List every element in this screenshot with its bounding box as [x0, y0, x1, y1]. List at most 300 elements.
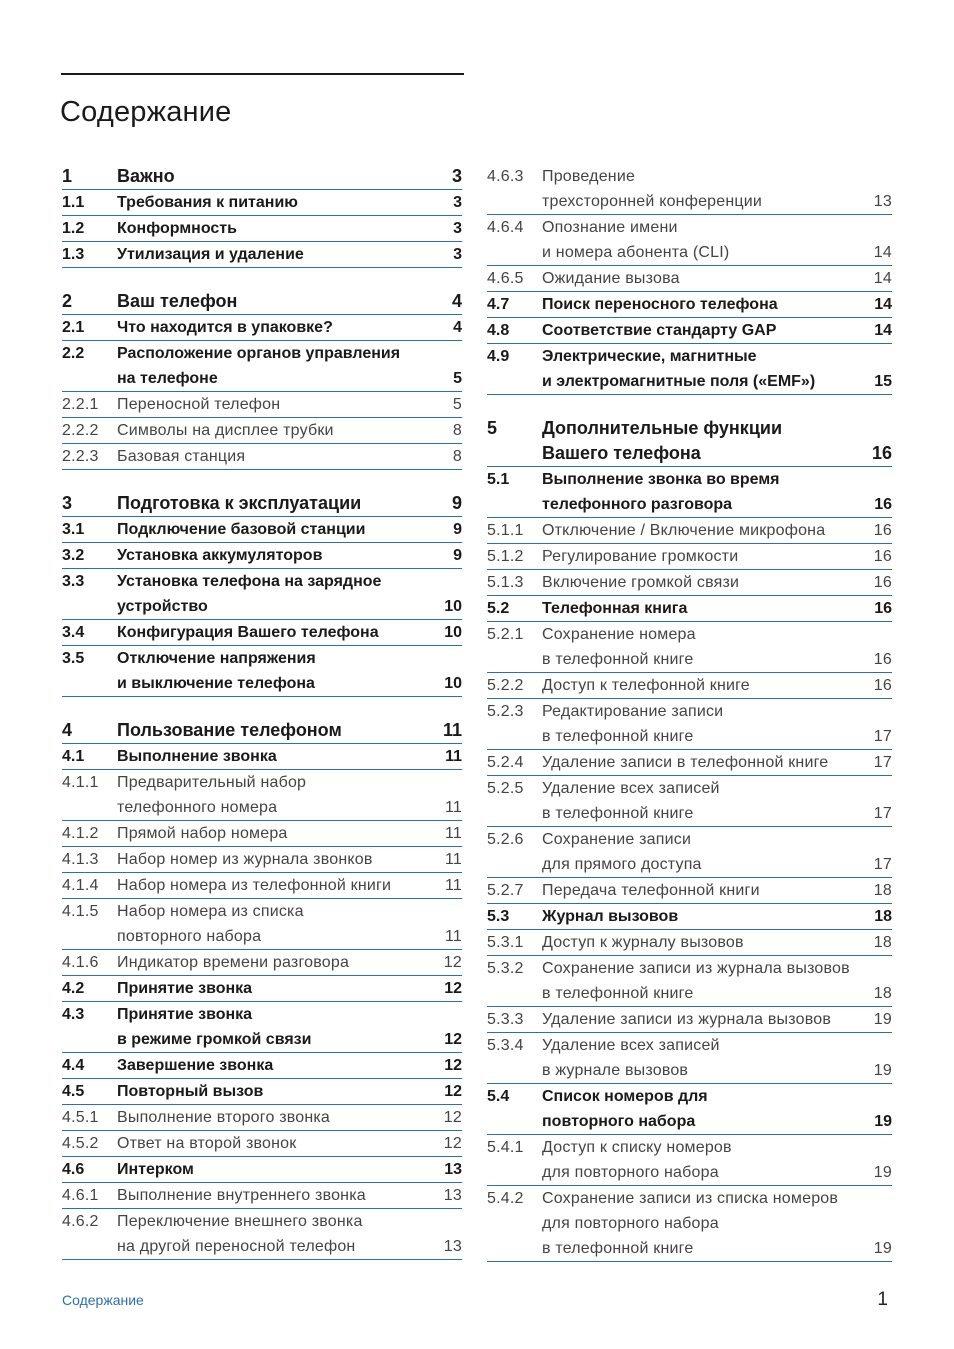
toc-entry-page: 14	[873, 244, 892, 261]
toc-line	[487, 596, 892, 621]
toc-entry-title: для прямого доступа	[542, 856, 702, 873]
toc-entry-title: Ответ на второй звонок	[117, 1135, 297, 1152]
toc-entry[interactable]	[62, 444, 462, 470]
toc-entry-page	[862, 467, 892, 492]
toc-line	[487, 776, 892, 801]
toc-line	[62, 847, 462, 872]
toc-line	[487, 801, 892, 826]
toc-entry[interactable]	[487, 776, 892, 827]
toc-entry-number: 4.5	[62, 1083, 85, 1100]
toc-entry[interactable]	[487, 699, 892, 750]
toc-entry-page: 19	[874, 1113, 892, 1130]
toc-entry-page: 11	[444, 851, 462, 868]
toc-entry-page: 9	[453, 547, 462, 564]
toc-entry-title: Переключение внешнего звонка	[117, 1213, 363, 1230]
toc-entry-title: Журнал вызовов	[542, 908, 679, 925]
toc-entry-number: 4.8	[487, 322, 510, 339]
toc-entry-page	[862, 622, 892, 647]
toc-entry-page	[862, 164, 892, 189]
toc-entry-page	[432, 1209, 462, 1234]
toc-entry-page	[862, 1135, 892, 1160]
toc-entry-page: 16	[874, 600, 892, 617]
toc-line	[62, 366, 462, 391]
toc-entry-page: 4	[451, 291, 462, 311]
toc-entry-page: 19	[873, 1240, 892, 1257]
toc-entry-title: Ожидание вызова	[542, 270, 680, 287]
toc-entry[interactable]	[487, 1033, 892, 1084]
toc-line	[487, 956, 892, 981]
toc-column-right	[487, 164, 892, 1262]
toc-entry-title: Базовая станция	[117, 448, 246, 465]
toc-entry[interactable]	[62, 190, 462, 216]
toc-entry-page: 16	[873, 677, 892, 694]
toc-entry-title: Сохранение номера	[542, 626, 696, 643]
toc-entry-number	[487, 647, 542, 672]
toc-line	[62, 1105, 462, 1130]
toc-entry-title: телефонного номера	[117, 799, 278, 816]
toc-entry[interactable]	[62, 744, 462, 770]
toc-entry-title: повторного набора	[542, 1113, 696, 1130]
toc-line	[62, 491, 462, 516]
toc-entry-title: Переносной телефон	[117, 396, 281, 413]
toc-line	[487, 467, 892, 492]
toc-entry-title: Соответствие стандарту GAP	[542, 322, 777, 339]
toc-entry-page	[862, 956, 892, 981]
toc-entry-page: 18	[874, 908, 892, 925]
toc-line	[487, 1007, 892, 1032]
toc-entry-page: 12	[444, 980, 462, 997]
toc-entry-page	[432, 770, 462, 795]
toc-entry-number: 2.2.3	[62, 448, 99, 465]
toc-entry-number: 4.7	[487, 296, 510, 313]
toc-entry-title: Индикатор времени разговора	[117, 954, 350, 971]
toc-line	[487, 673, 892, 698]
toc-entry[interactable]	[487, 215, 892, 266]
toc-entry-title: для повторного набора	[542, 1164, 719, 1181]
toc-entry-page: 3	[453, 246, 462, 263]
toc-entry-number	[487, 801, 542, 826]
toc-entry-title: Набор номера из списка	[117, 903, 304, 920]
toc-entry-title: Выполнение звонка во время	[542, 471, 780, 488]
toc-entry[interactable]	[62, 847, 462, 873]
toc-entry-title: Редактирование записи	[542, 703, 724, 720]
toc-entry-page: 9	[453, 521, 462, 538]
toc-entry[interactable]	[487, 1084, 892, 1135]
toc-entry-title: Доступ к журналу вызовов	[542, 934, 744, 951]
toc-entry-page: 16	[873, 574, 892, 591]
toc-line	[62, 289, 462, 314]
toc-entry-number: 4.6	[62, 1161, 85, 1178]
toc-line	[62, 1053, 462, 1078]
toc-entry-title: Конфигурация Вашего телефона	[117, 624, 379, 641]
toc-entry-number: 5.1.2	[487, 548, 524, 565]
toc-entry-page: 13	[443, 1238, 462, 1255]
toc-entry[interactable]	[62, 646, 462, 697]
toc-line	[487, 1058, 892, 1083]
toc-entry-number: 3.3	[62, 573, 85, 590]
toc-entry[interactable]	[62, 1079, 462, 1105]
toc-entry-number	[62, 671, 117, 696]
toc-line	[62, 216, 462, 241]
toc-entry[interactable]	[487, 904, 892, 930]
toc-entry-page	[432, 341, 462, 366]
toc-entry-title: телефонного разговора	[542, 496, 733, 513]
toc-entry[interactable]	[62, 1105, 462, 1131]
toc-line	[62, 1027, 462, 1052]
toc-line	[487, 1109, 892, 1134]
toc-entry[interactable]	[487, 164, 892, 215]
toc-entry-number: 4.1.5	[62, 903, 99, 920]
toc-entry-title: Прямой набор номера	[117, 825, 288, 842]
toc-entry-number: 5.3	[487, 908, 510, 925]
toc-entry-title: в телефонной книге	[542, 651, 694, 668]
toc-entry-number	[487, 369, 542, 394]
toc-entry-page	[432, 899, 462, 924]
toc-line	[62, 1079, 462, 1104]
toc-entry-number: 4.6.4	[487, 219, 524, 236]
toc-entry-page	[862, 699, 892, 724]
toc-entry-number	[62, 924, 117, 949]
toc-entry-page: 14	[874, 322, 892, 339]
toc-entry[interactable]	[62, 543, 462, 569]
toc-entry-page: 11	[442, 720, 462, 740]
toc-entry-number: 5.2.2	[487, 677, 524, 694]
toc-entry-page: 9	[451, 493, 462, 513]
toc-entry[interactable]	[62, 1002, 462, 1053]
toc-entry-page: 14	[874, 296, 892, 313]
toc-entry-number: 1.1	[62, 194, 85, 211]
toc-entry[interactable]	[62, 491, 462, 517]
toc-line	[62, 1131, 462, 1156]
toc-line	[62, 594, 462, 619]
toc-entry[interactable]	[487, 292, 892, 318]
toc-entry-page	[432, 1002, 462, 1027]
toc-entry[interactable]	[62, 1131, 462, 1157]
toc-entry[interactable]	[487, 1007, 892, 1033]
toc-entry-title: Повторный вызов	[117, 1083, 264, 1100]
toc-line	[62, 315, 462, 340]
toc-entry-title: Выполнение внутреннего звонка	[117, 1187, 366, 1204]
toc-entry-title: Дополнительные функции	[542, 418, 783, 438]
toc-entry-number: 1.2	[62, 220, 85, 237]
toc-entry-page: 4	[453, 319, 462, 336]
toc-entry-title: Выполнение звонка	[117, 748, 277, 765]
toc-entry-number: 4.2	[62, 980, 85, 997]
toc-entry-page: 5	[453, 370, 462, 387]
toc-line	[487, 441, 892, 466]
toc-entry-number: 4	[62, 720, 73, 740]
toc-entry-page: 18	[873, 985, 892, 1002]
toc-entry-page	[862, 1211, 892, 1236]
toc-entry-title: Ваш телефон	[117, 291, 238, 311]
toc-entry-number: 4.6.2	[62, 1213, 99, 1230]
toc-entry-number: 5	[487, 418, 498, 438]
toc-entry-title: в режиме громкой связи	[117, 1031, 312, 1048]
toc-entry-page: 12	[443, 1109, 462, 1126]
toc-entry-page: 18	[873, 934, 892, 951]
toc-entry-number: 5.2.3	[487, 703, 524, 720]
toc-line	[62, 873, 462, 898]
toc-line	[62, 517, 462, 542]
toc-entry-number	[487, 1236, 542, 1261]
toc-line	[487, 544, 892, 569]
toc-entry-page: 16	[873, 522, 892, 539]
toc-entry-number: 3.4	[62, 624, 85, 641]
toc-entry-number: 5.1.1	[487, 522, 524, 539]
toc-entry[interactable]	[62, 569, 462, 620]
toc-entry[interactable]	[62, 341, 462, 392]
toc-line	[62, 821, 462, 846]
toc-entry-number: 3.5	[62, 650, 85, 667]
toc-entry-page: 16	[873, 548, 892, 565]
toc-entry-page: 17	[873, 856, 892, 873]
toc-entry-page: 13	[873, 193, 892, 210]
toc-entry-title: и электромагнитные поля («EMF»)	[542, 373, 816, 390]
toc-entry-title: устройство	[117, 598, 208, 615]
toc-entry-title: Что находится в упаковке?	[117, 319, 333, 336]
toc-line	[487, 1160, 892, 1185]
toc-entry[interactable]	[487, 467, 892, 518]
toc-line	[62, 924, 462, 949]
toc-line	[62, 899, 462, 924]
toc-entry[interactable]	[62, 1053, 462, 1079]
toc-entry[interactable]	[62, 950, 462, 976]
toc-line	[487, 930, 892, 955]
toc-entry-title: Электрические, магнитные	[542, 348, 757, 365]
toc-entry-page: 10	[444, 624, 462, 641]
toc-entry-title: Удаление всех записей	[542, 780, 720, 797]
toc-entry[interactable]	[487, 518, 892, 544]
toc-entry-page: 12	[443, 954, 462, 971]
toc-entry-number	[62, 366, 117, 391]
toc-entry-title: Пользование телефоном	[117, 720, 342, 740]
toc-entry-title: в телефонной книге	[542, 985, 694, 1002]
toc-entry[interactable]	[62, 873, 462, 899]
toc-entry[interactable]	[487, 878, 892, 904]
section-gap	[487, 395, 892, 416]
toc-entry-page: 19	[873, 1164, 892, 1181]
toc-entry-page: 16	[873, 651, 892, 668]
toc-line	[62, 190, 462, 215]
toc-line	[62, 1157, 462, 1182]
toc-entry-page: 19	[873, 1011, 892, 1028]
toc-line	[62, 744, 462, 769]
toc-entry-page	[862, 1186, 892, 1211]
toc-entry-title: Включение громкой связи	[542, 574, 740, 591]
toc-entry-title: Опознание имени	[542, 219, 678, 236]
toc-entry-number	[487, 240, 542, 265]
toc-entry-number	[487, 981, 542, 1006]
toc-entry-page: 17	[873, 754, 892, 771]
toc-entry[interactable]	[487, 956, 892, 1007]
page-title: Содержание	[60, 96, 232, 128]
toc-entry-title: Интерком	[117, 1161, 194, 1178]
toc-entry[interactable]	[487, 596, 892, 622]
toc-entry[interactable]	[487, 416, 892, 467]
toc-line	[487, 750, 892, 775]
toc-entry-number	[487, 1058, 542, 1083]
toc-entry-page: 13	[444, 1161, 462, 1178]
toc-entry-title: в телефонной книге	[542, 728, 694, 745]
toc-entry-title: Доступ к телефонной книге	[542, 677, 750, 694]
toc-entry[interactable]	[487, 1135, 892, 1186]
toc-entry[interactable]	[487, 750, 892, 776]
toc-entry-page: 17	[873, 805, 892, 822]
toc-line	[62, 418, 462, 443]
toc-entry-number: 5.2.6	[487, 831, 524, 848]
toc-entry-page: 11	[444, 877, 462, 894]
toc-entry[interactable]	[62, 242, 462, 268]
toc-entry-number	[487, 189, 542, 214]
toc-line	[487, 318, 892, 343]
toc-entry-page: 13	[443, 1187, 462, 1204]
toc-entry[interactable]	[487, 673, 892, 699]
toc-entry-page: 12	[444, 1057, 462, 1074]
toc-entry-number: 2.2.2	[62, 422, 99, 439]
toc-entry-title: Список номеров для	[542, 1088, 708, 1105]
toc-entry-page: 3	[453, 220, 462, 237]
toc-entry-page	[862, 827, 892, 852]
toc-entry[interactable]	[62, 1157, 462, 1183]
toc-entry-title: Установка телефона на зарядное	[117, 573, 382, 590]
toc-entry-title: трехсторонней конференции	[542, 193, 763, 210]
toc-entry-page: 8	[452, 422, 462, 439]
toc-line	[62, 1209, 462, 1234]
toc-entry-title: Поиск переносного телефона	[542, 296, 778, 313]
toc-entry[interactable]	[62, 216, 462, 242]
toc-entry[interactable]	[487, 266, 892, 292]
toc-entry-number: 2.2	[62, 345, 85, 362]
toc-entry-title: Подготовка к эксплуатации	[117, 493, 362, 513]
toc-entry-number: 1	[62, 166, 73, 186]
toc-entry-title: Символы на дисплее трубки	[117, 422, 334, 439]
toc-line	[62, 1234, 462, 1259]
toc-line	[487, 1084, 892, 1109]
toc-entry-number: 5.2.4	[487, 754, 524, 771]
toc-entry[interactable]	[62, 418, 462, 444]
toc-line	[487, 878, 892, 903]
toc-entry-number	[62, 795, 117, 820]
toc-entry-number: 1.3	[62, 246, 85, 263]
toc-entry-number: 4.4	[62, 1057, 85, 1074]
toc-entry[interactable]	[62, 1183, 462, 1209]
toc-entry-title: Набор номер из журнала звонков	[117, 851, 373, 868]
toc-entry-number: 3.2	[62, 547, 85, 564]
toc-entry[interactable]	[62, 289, 462, 315]
toc-entry-title: Доступ к списку номеров	[542, 1139, 732, 1156]
toc-entry-page: 15	[874, 373, 892, 390]
toc-entry-page: 12	[444, 1083, 462, 1100]
toc-entry-page: 16	[874, 496, 892, 513]
toc-entry-number: 3	[62, 493, 73, 513]
toc-entry[interactable]	[62, 821, 462, 847]
toc-entry-title: Передача телефонной книги	[542, 882, 760, 899]
toc-entry-title: Выполнение второго звонка	[117, 1109, 331, 1126]
toc-entry[interactable]	[487, 1186, 892, 1262]
toc-entry-title: Сохранение записи из журнала вызовов	[542, 960, 850, 977]
toc-entry-number: 4.1	[62, 748, 85, 765]
toc-line	[62, 770, 462, 795]
toc-entry-title: Утилизация и удаление	[117, 246, 304, 263]
toc-line	[62, 164, 462, 189]
toc-line	[62, 671, 462, 696]
toc-entry-page: 17	[873, 728, 892, 745]
toc-entry-page: 18	[873, 882, 892, 899]
toc-entry-title: Телефонная книга	[542, 600, 688, 617]
toc-entry-number: 5.3.1	[487, 934, 524, 951]
toc-entry-title: на другой переносной телефон	[117, 1238, 356, 1255]
toc-line	[62, 795, 462, 820]
toc-entry[interactable]	[62, 1209, 462, 1260]
toc-entry[interactable]	[62, 164, 462, 190]
toc-entry-number: 5.3.4	[487, 1037, 524, 1054]
toc-entry-number: 4.1.4	[62, 877, 99, 894]
toc-entry-page: 8	[452, 448, 462, 465]
toc-entry-page: 14	[873, 270, 892, 287]
toc-entry-number: 5.4	[487, 1088, 510, 1105]
toc-entry-page: 12	[443, 1135, 462, 1152]
toc-entry-number	[62, 1027, 117, 1052]
toc-entry[interactable]	[62, 718, 462, 744]
toc-line	[62, 950, 462, 975]
toc-entry[interactable]	[487, 930, 892, 956]
toc-entry-number	[487, 852, 542, 877]
toc-entry[interactable]	[487, 318, 892, 344]
toc-entry[interactable]	[62, 315, 462, 341]
toc-entry[interactable]	[62, 392, 462, 418]
toc-entry[interactable]	[487, 827, 892, 878]
toc-line	[487, 344, 892, 369]
toc-entry[interactable]	[487, 344, 892, 395]
toc-entry-title: для повторного набора	[542, 1215, 719, 1232]
toc-entry-title: Сохранение записи из списка номеров	[542, 1190, 839, 1207]
toc-entry[interactable]	[62, 976, 462, 1002]
toc-entry-page: 3	[453, 194, 462, 211]
toc-line	[62, 569, 462, 594]
toc-entry-number: 5.4.2	[487, 1190, 524, 1207]
toc-entry[interactable]	[62, 620, 462, 646]
toc-entry-number: 5.2.5	[487, 780, 524, 797]
toc-entry-page: 5	[452, 396, 462, 413]
toc-line	[487, 492, 892, 517]
toc-line	[487, 622, 892, 647]
toc-entry[interactable]	[487, 622, 892, 673]
toc-line	[487, 518, 892, 543]
toc-entry-page	[862, 776, 892, 801]
toc-entry-number	[487, 1211, 542, 1236]
toc-entry[interactable]	[62, 770, 462, 821]
toc-entry[interactable]	[487, 570, 892, 596]
toc-line	[487, 1236, 892, 1261]
toc-entry-title: Принятие звонка	[117, 980, 253, 997]
toc-entry-page	[862, 1033, 892, 1058]
section-gap	[62, 268, 462, 289]
toc-entry[interactable]	[487, 544, 892, 570]
toc-entry-page: 10	[444, 598, 462, 615]
toc-line	[62, 976, 462, 1001]
toc-entry-title: Предварительный набор	[117, 774, 307, 791]
toc-entry-number: 4.6.1	[62, 1187, 99, 1204]
toc-entry-title: Удаление записи в телефонной книге	[542, 754, 829, 771]
toc-entry[interactable]	[62, 899, 462, 950]
toc-entry-title: Удаление всех записей	[542, 1037, 720, 1054]
toc-line	[487, 1186, 892, 1211]
toc-entry[interactable]	[62, 517, 462, 543]
toc-entry-number: 5.3.2	[487, 960, 524, 977]
toc-entry-title: Установка аккумуляторов	[117, 547, 323, 564]
toc-line	[487, 369, 892, 394]
toc-entry-title: и номера абонента (CLI)	[542, 244, 730, 261]
